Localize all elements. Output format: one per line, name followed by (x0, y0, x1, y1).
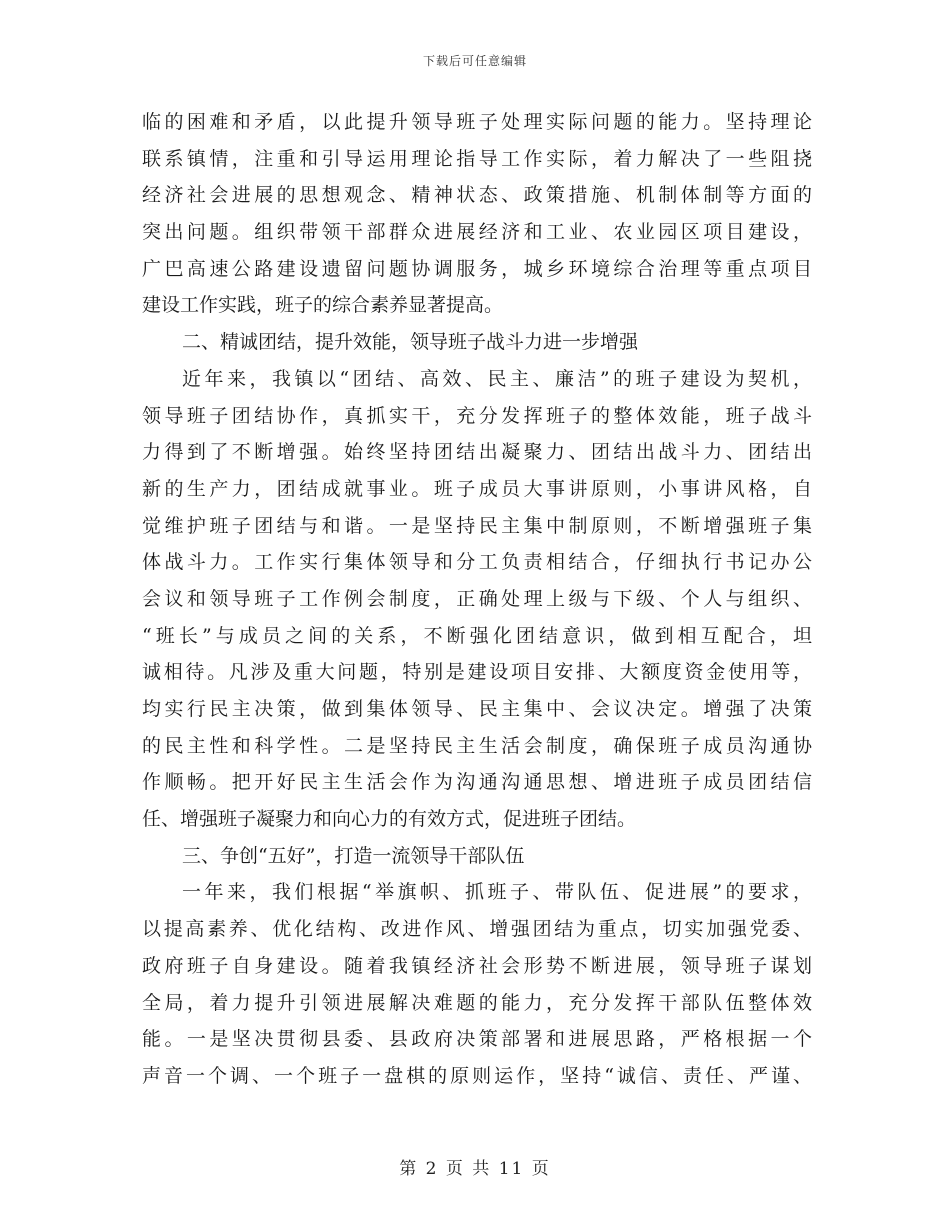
text-line: 作顺畅。把开好民主生活会作为沟通沟通思想、增进班子成员团结信 (142, 771, 812, 794)
text-line: 能。一是坚决贯彻县委、县政府决策部署和进展思路，严格根据一个 (142, 1028, 812, 1051)
text-line: 体战斗力。工作实行集体领导和分工负责相结合，仔细执行书记办公 (142, 551, 812, 574)
text-line: 近年来，我镇以“团结、高效、民主、廉洁”的班子建设为契机， (182, 367, 812, 390)
text-line: 建设工作实践，班子的综合素养显著提高。 (142, 294, 504, 317)
text-line: 政府班子自身建设。随着我镇经济社会形势不断进展，领导班子谋划 (142, 954, 812, 977)
text-line: 力得到了不断增强。始终坚持团结出凝聚力、团结出战斗力、团结出 (142, 441, 812, 464)
page-header: 下载后可任意编辑 (422, 54, 527, 68)
text-line: 领导班子团结协作，真抓实干，充分发挥班子的整体效能，班子战斗 (142, 404, 812, 427)
text-line: 联系镇情，注重和引导运用理论指导工作实际，着力解决了一些阻挠 (142, 147, 812, 170)
text-line: 全局，着力提升引领进展解决难题的能力，充分发挥干部队伍整体效 (142, 991, 812, 1014)
section-heading: 三、争创“五好”，打造一流领导干部队伍 (182, 844, 525, 867)
text-line: 诚相待。凡涉及重大问题，特别是建设项目安排、大额度资金使用等， (142, 661, 812, 684)
text-line: 一年来，我们根据“举旗帜、抓班子、带队伍、促进展”的要求， (182, 881, 812, 904)
text-line: 广巴高速公路建设遗留问题协调服务，城乡环境综合治理等重点项目 (142, 257, 812, 280)
text-line: 临的困难和矛盾，以此提升领导班子处理实际问题的能力。坚持理论 (142, 111, 812, 133)
text-line: “班长”与成员之间的关系，不断强化团结意识，做到相互配合，坦 (142, 624, 812, 647)
text-line: 新的生产力，团结成就事业。班子成员大事讲原则，小事讲风格，自 (142, 477, 812, 500)
page-footer: 第 2 页 共 11 页 (399, 1159, 551, 1179)
text-line: 声音一个调、一个班子一盘棋的原则运作，坚持“诚信、责任、严谨、 (142, 1064, 812, 1087)
text-line: 以提高素养、优化结构、改进作风、增强团结为重点，切实加强党委、 (142, 918, 812, 941)
text-line: 的民主性和科学性。二是坚持民主生活会制度，确保班子成员沟通协 (142, 734, 812, 757)
text-line: 均实行民主决策，做到集体领导、民主集中、会议决定。增强了决策 (142, 698, 812, 720)
text-line: 任、增强班子凝聚力和向心力的有效方式，促进班子团结。 (142, 808, 637, 831)
text-line: 突出问题。组织带领干部群众进展经济和工业、农业园区项目建设， (142, 221, 812, 244)
text-line: 会议和领导班子工作例会制度，正确处理上级与下级、个人与组织、 (142, 587, 812, 610)
text-line: 经济社会进展的思想观念、精神状态、政策措施、机制体制等方面的 (142, 184, 812, 207)
section-heading: 二、精诚团结，提升效能，领导班子战斗力进一步增强 (182, 331, 639, 354)
text-line: 觉维护班子团结与和谐。一是坚持民主集中制原则，不断增强班子集 (142, 514, 812, 537)
document-body (142, 104, 812, 1095)
